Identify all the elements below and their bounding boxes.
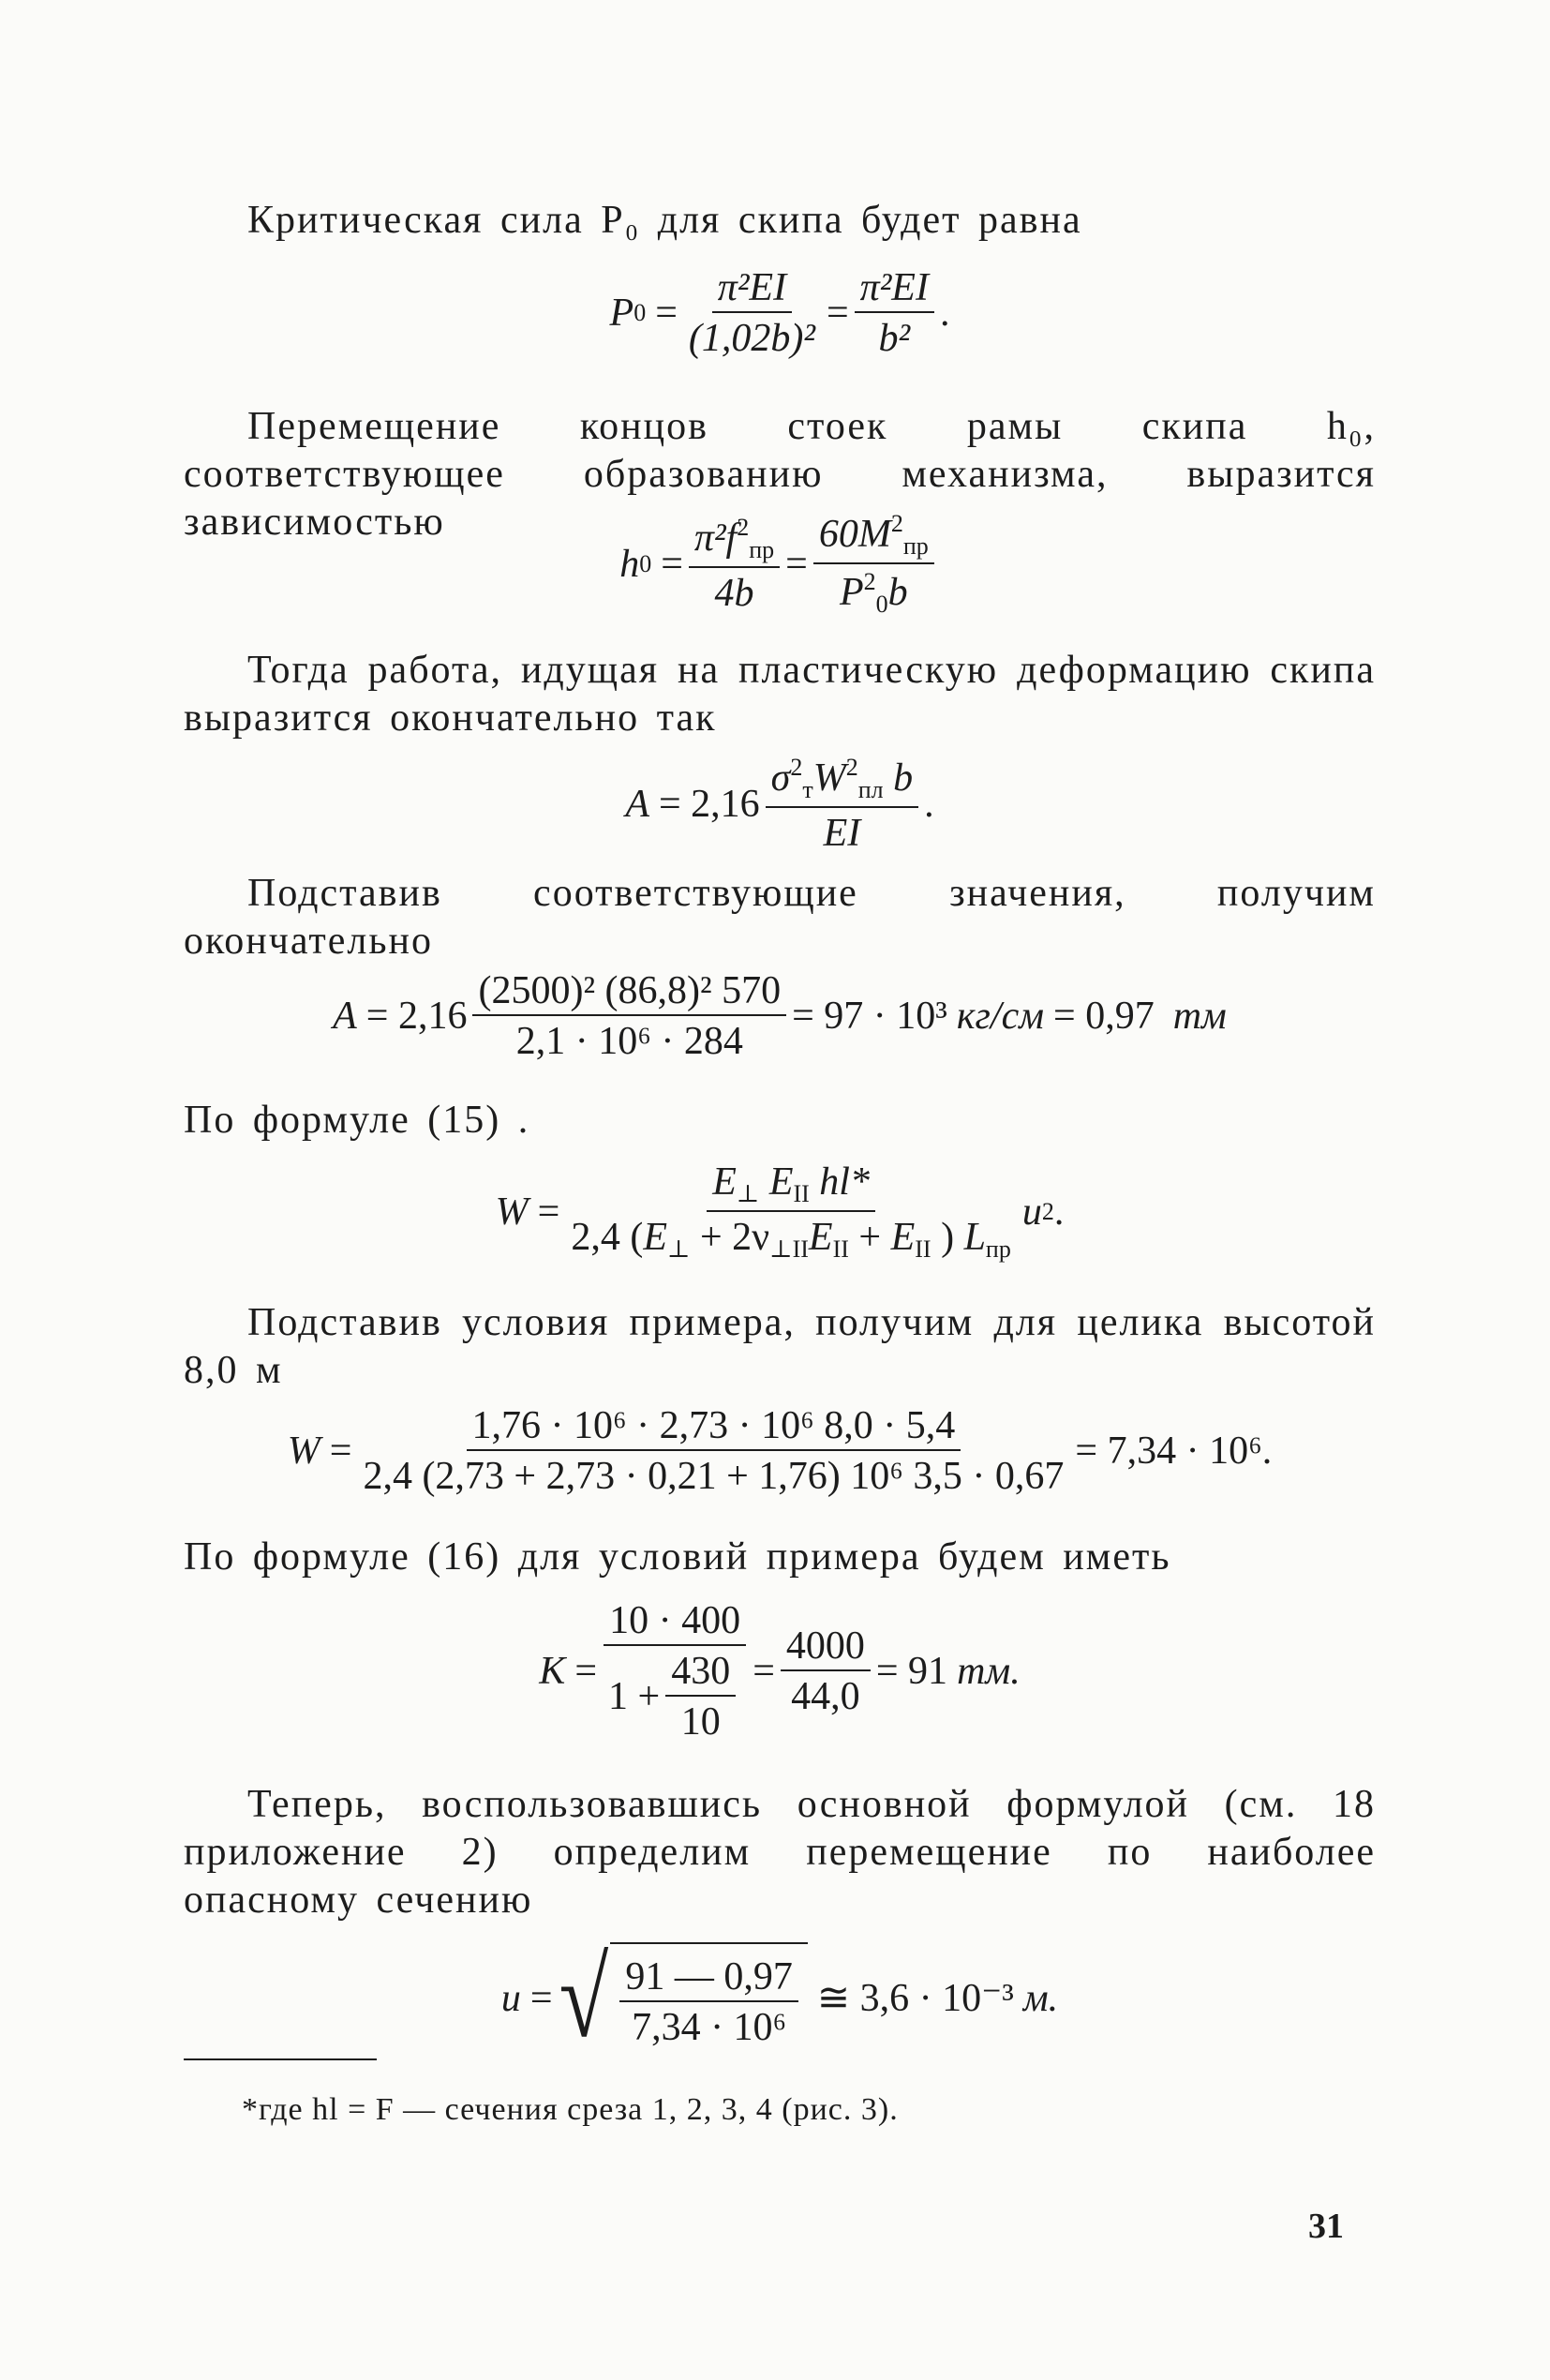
paragraph-formula-16: По формуле (16) для условий примера будем иметь: [184, 1535, 1171, 1579]
radical-icon: √: [559, 1936, 608, 2060]
paragraph-displacement: Перемещение концов стоек рамы скипа h₀, соответствующее образованию механизма, выразится зависимостью: [184, 405, 1376, 544]
eq2-lhs-sub: 0: [639, 550, 652, 577]
eq7-nested-fraction: [665, 1652, 736, 1742]
eq3-den: EI: [823, 812, 861, 855]
paragraph-example: Подставив условия примера, получим для целика высотой 8,0 м: [184, 1301, 1376, 1392]
eq5-den-l: L: [963, 1216, 986, 1259]
eq3-num-sigma-sup: 2: [790, 754, 803, 781]
eq7-f1-den-a: 1 +: [608, 1675, 661, 1718]
eq5-den-pre: 2,4 (: [571, 1216, 644, 1259]
eq1-f1-num: π²EI: [712, 268, 792, 313]
equation-u: u = √ $\frac{91 — 0,97}{\text{7,34 · 10⁶}}$ ≅ 3,6 · 10⁻³ м.: [500, 1936, 1059, 2060]
eq5-den-e2-sub: II: [832, 1235, 849, 1263]
eq7-lhs: K: [539, 1650, 566, 1693]
paragraph-work: Тогда работа, идущая на пластическую деформацию скипа выразится окончательно так: [184, 649, 1376, 740]
eq2-f2-num-sup: 2: [890, 510, 903, 537]
eq4-result: = 97 · 10³: [792, 995, 947, 1038]
eq3-num-sigma: σ: [770, 756, 791, 800]
eq2-f2-den: P: [839, 571, 864, 614]
equation-work-value: [184, 971, 1376, 1061]
eq5-den-e3: E: [890, 1216, 916, 1259]
eq5-den-e2: E: [808, 1216, 833, 1259]
eq7-fraction-1: [603, 1601, 747, 1742]
eq3-num-b: b: [893, 756, 914, 800]
eq2-f2-num: 60M: [818, 513, 891, 556]
eq8-fraction: [619, 1957, 798, 2047]
eq8-den: 7,34 · 10⁶: [632, 2006, 787, 2049]
eq2-lhs: h: [619, 543, 640, 586]
equation-displacement: h 0 = $\frac{\pi^2f^2_{пр}}{4b}$ = $\frac{60M^2_{пр}}{P^2_0b}$: [184, 512, 1376, 617]
eq5-num-e1: E: [712, 1160, 737, 1204]
eq8-num: 91 — 0,97: [619, 1957, 798, 2002]
eq2-f1-den: 4b: [714, 572, 754, 615]
eq5-den-e1-sub: ⊥: [666, 1235, 691, 1263]
eq7-f2-den: 44,0: [791, 1675, 860, 1718]
eq1-fraction-1: [683, 268, 821, 358]
eq1-f2-den: b²: [878, 317, 911, 360]
eq4-den: 2,1 · 10⁶ · 284: [515, 1020, 743, 1063]
page-number: 31: [1308, 2207, 1344, 2246]
eq5-den-l-sub: пр: [985, 1235, 1011, 1263]
eq5-tail-dot: .: [1053, 1190, 1065, 1234]
footnote: *где hl = F — сечения среза 1, 2, 3, 4 (рис. 3).: [242, 2092, 899, 2127]
eq2-f2-num-sub: пр: [902, 532, 929, 560]
eq1-lhs: P: [609, 292, 634, 335]
paragraph-formula-15: По формуле (15) .: [184, 1099, 530, 1142]
equation-w-value: W = $\frac{\text{1,76 · 10⁶ · 2,73 · 10⁶ 8,0 · 5,4}}{\text{2,4 (2,73 + 2,73 · 0,21 + 1,76) 10⁶ 3,5 · 0,67}}$ = 7,34 · 10⁶.: [287, 1404, 1273, 1498]
sqrt-sign: [553, 1936, 808, 2060]
eq8-result: ≅ 3,6 · 10⁻³: [816, 1977, 1014, 2020]
eq2-f1-num-sup: 2: [737, 514, 750, 541]
eq5-tail-u: u: [1021, 1190, 1042, 1234]
eq6-result: = 7,34 · 10⁶.: [1075, 1429, 1273, 1473]
eq8-lhs: u: [500, 1977, 521, 2020]
eq4-unit2: тм: [1172, 995, 1227, 1038]
eq5-den-plus1: + 2ν: [690, 1216, 770, 1259]
eq8-unit: м.: [1022, 1977, 1059, 2020]
eq7-f2-num: 4000: [781, 1626, 871, 1671]
eq2-f2-den-b: b: [887, 571, 908, 614]
eq2-f1-num-sub: пр: [749, 536, 775, 563]
eq4-coef: = 2,16: [365, 995, 468, 1038]
eq1-lhs-sub: 0: [633, 299, 647, 326]
eq2-fraction-2: [813, 512, 934, 617]
eq3-tail: .: [924, 783, 934, 826]
paragraph-substitute: Подставив соответствующие значения, получим окончательно: [184, 872, 1376, 963]
eq3-num-w: W: [812, 756, 846, 800]
eq7-unit: тм.: [957, 1650, 1021, 1693]
eq6-num: 1,76 · 10⁶ · 2,73 · 10⁶ 8,0 · 5,4: [467, 1406, 961, 1451]
eq7-f1-num: 10 · 400: [604, 1601, 746, 1646]
eq4-unit1: кг/см: [956, 995, 1045, 1038]
eq5-num-e2: E: [768, 1160, 794, 1204]
eq2-f2-den-sub: 0: [875, 591, 888, 618]
eq3-lhs: A: [625, 783, 649, 826]
eq5-den-e3-sub: II: [915, 1235, 931, 1263]
eq5-tail-sup: 2: [1041, 1198, 1054, 1225]
equation-w: W = $\frac{E_\perp E_{II} hl*}{2,4 (E_\perp + 2\nu_{\perp II}E_{II} + E_{II} ) L_{пр}}$ u 2 .: [495, 1160, 1065, 1263]
eq2-fraction-1: [689, 516, 780, 613]
eq6-fraction: [357, 1406, 1069, 1496]
eq7-nested-num: 430: [665, 1652, 736, 1697]
eq5-den-e1: E: [643, 1216, 667, 1259]
eq1-f2-num: π²EI: [855, 268, 934, 313]
eq3-num-w-sup: 2: [845, 754, 858, 781]
eq5-num-e2-sub: II: [793, 1180, 810, 1207]
eq4-result2: = 0,97: [1053, 995, 1155, 1038]
eq4-num: (2500)² (86,8)² 570: [472, 971, 786, 1016]
eq7-fraction-2: [781, 1626, 871, 1716]
eq4-fraction: [472, 971, 786, 1061]
eq6-den: 2,4 (2,73 + 2,73 · 0,21 + 1,76) 10⁶ 3,5 · 0,67: [363, 1455, 1065, 1498]
eq5-fraction: [565, 1162, 1017, 1262]
eq2-f2-den-sup: 2: [863, 568, 876, 595]
eq7-result: = 91: [875, 1650, 948, 1693]
eq3-num-w-sub: пл: [857, 776, 884, 803]
eq4-lhs: A: [333, 995, 357, 1038]
eq1-f1-den: (1,02b)²: [688, 317, 815, 360]
eq3-num-sigma-sub: т: [802, 776, 813, 803]
eq5-num-hl: hl*: [819, 1160, 870, 1204]
eq6-lhs: W: [287, 1429, 320, 1473]
eq5-den-nu-sub: ⊥II: [769, 1235, 809, 1263]
eq2-f1-num: π²f: [693, 516, 738, 560]
equation-critical-force: P 0 = $\frac{\text{π²EI}}{\text{(1,02b)²}}$ = $\frac{\text{π²EI}}{\text{b²}}$ .: [609, 266, 950, 360]
eq5-lhs: W: [495, 1190, 529, 1234]
footnote-divider: [184, 2058, 377, 2060]
equation-k: K = 10 · 400 1 + $\frac{430}{10}$ = $\frac{4000}{44,0}$ = 91 тм.: [539, 1599, 1021, 1744]
eq1-tail: .: [939, 292, 950, 335]
eq5-num-e1-sub: ⊥: [736, 1180, 760, 1207]
paragraph-displacement-final: Теперь, воспользовавшись основной формулой (см. 18 приложение 2) определим перемещение по наиболее опасному сечению: [184, 1783, 1376, 1922]
eq5-den-plus2: +: [848, 1216, 891, 1259]
eq3-coef: = 2,16: [658, 783, 760, 826]
eq1-fraction-2: [855, 268, 934, 358]
eq3-fraction: [766, 756, 918, 853]
eq7-nested-den: 10: [680, 1700, 721, 1744]
eq5-den-close: ): [931, 1216, 964, 1259]
equation-work: [184, 756, 1376, 853]
paragraph-critical-force: Критическая сила P₀ для скипа будет равна: [247, 199, 1082, 242]
